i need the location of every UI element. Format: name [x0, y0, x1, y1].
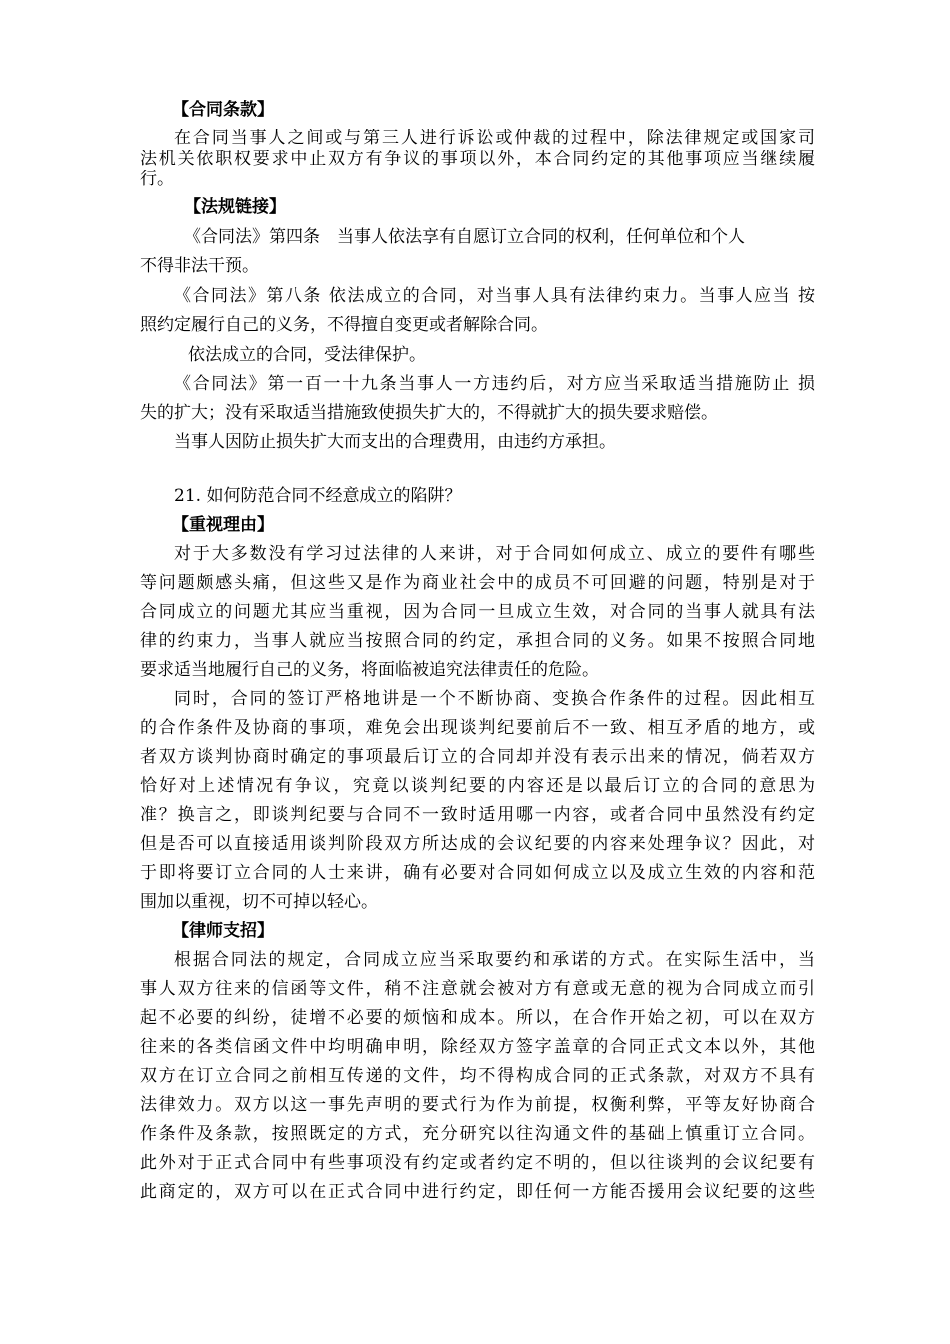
section-heading-lawyer-advice: 【律师支招】 — [172, 921, 274, 941]
paragraph-line: 往来的各类信函文件中均明确申明，除经双方签字盖章的合同正式文本以外，其他 — [140, 1037, 815, 1057]
section-heading-legal-links: 【法规链接】 — [184, 197, 286, 217]
paragraph-line: 根据合同法的规定，合同成立应当采取要约和承诺的方式。在实际生活中，当 — [174, 950, 815, 970]
paragraph-line: 对于大多数没有学习过法律的人来讲，对于合同如何成立、成立的要件有哪些 — [174, 544, 815, 564]
paragraph-line: 但是否可以直接适用谈判阶段双方所达成的会议纪要的内容来处理争议？因此，对 — [140, 834, 815, 854]
paragraph-line: 此商定的，双方可以在正式合同中进行约定，即任何一方能否援用会议纪要的这些 — [140, 1182, 815, 1202]
article-119-line: 失的扩大；没有采取适当措施致使损失扩大的，不得就扩大的损失要求赔偿。 — [140, 403, 718, 423]
paragraph-line: 等问题颇感头痛，但这些又是作为商业社会中的成员不可回避的问题，特别是对于 — [140, 573, 815, 593]
question-title: 21. 如何防范合同不经意成立的陷阱？ — [174, 486, 462, 506]
paragraph-line: 的合作条件及协商的事项，难免会出现谈判纪要前后不一致、相互矛盾的地方，或 — [140, 718, 815, 738]
paragraph-line: 围加以重视，切不可掉以轻心。 — [140, 892, 378, 912]
paragraph-line: 法律效力。双方以这一事先声明的要式行为作为前提，权衡利弊，平等友好协商合 — [140, 1095, 815, 1115]
article-4-line: 《合同法》第四条 当事人依法享有自愿订立合同的权利，任何单位和个人 — [184, 227, 745, 247]
paragraph-line: 此外对于正式合同中有些事项没有约定或者约定不明的，但以往谈判的会议纪要有 — [140, 1153, 815, 1173]
section-heading-contract-clause: 【合同条款】 — [172, 100, 274, 120]
paragraph-line: 于即将要订立合同的人士来讲，确有必要对合同如何成立以及成立生效的内容和范 — [140, 863, 815, 883]
paragraph-line: 者双方谈判协商时确定的事项最后订立的合同却并没有表示出来的情况，倘若双方 — [140, 747, 815, 767]
paragraph-line: 在合同当事人之间或与第三人进行诉讼或仲裁的过程中，除法律规定或国家司 — [174, 129, 815, 147]
paragraph-line: 起不必要的纠纷，徒增不必要的烦恼和成本。所以，在合作开始之初，可以在双方 — [140, 1008, 815, 1028]
article-119-line: 当事人因防止损失扩大而支出的合理费用，由违约方承担。 — [174, 432, 616, 452]
article-8-line: 《合同法》第八条 依法成立的合同，对当事人具有法律约束力。当事人应当 按 — [174, 286, 815, 306]
paragraph-line: 行。 — [140, 170, 174, 188]
paragraph-line: 同时，合同的签订严格地讲是一个不断协商、变换合作条件的过程。因此相互 — [174, 689, 815, 709]
article-8-line: 照约定履行自己的义务，不得擅自变更或者解除合同。 — [140, 315, 548, 335]
section-heading-reasons: 【重视理由】 — [172, 515, 274, 535]
paragraph-line: 要求适当地履行自己的义务，将面临被追究法律责任的危险。 — [140, 660, 599, 680]
paragraph-line: 事人双方往来的信函等文件，稍不注意就会被对方有意或无意的视为合同成立而引 — [140, 979, 815, 999]
paragraph-line: 律的约束力，当事人就应当按照合同的约定，承担合同的义务。如果不按照合同地 — [140, 631, 815, 651]
paragraph-line: 双方在订立合同之前相互传递的文件，均不得构成合同的正式条款，对双方不具有 — [140, 1066, 815, 1086]
article-119-line: 《合同法》第一百一十九条当事人一方违约后，对方应当采取适当措施防止 损 — [174, 374, 815, 394]
article-4-line: 不得非法干预。 — [140, 256, 259, 276]
paragraph-line: 法机关依职权要求中止双方有争议的事项以外，本合同约定的其他事项应当继续履 — [140, 150, 815, 168]
paragraph-line: 合同成立的问题尤其应当重视，因为合同一旦成立生效，对合同的当事人就具有法 — [140, 602, 815, 622]
paragraph-line: 作条件及条款，按照既定的方式，充分研究以往沟通文件的基础上慎重订立合同。 — [140, 1124, 815, 1144]
paragraph-line: 恰好对上述情况有争议，究竟以谈判纪要的内容还是以最后订立的合同的意思为 — [140, 776, 815, 796]
article-8-line: 依法成立的合同，受法律保护。 — [188, 345, 426, 365]
paragraph-line: 准？换言之，即谈判纪要与合同不一致时适用哪一内容，或者合同中虽然没有约定 — [140, 805, 815, 825]
